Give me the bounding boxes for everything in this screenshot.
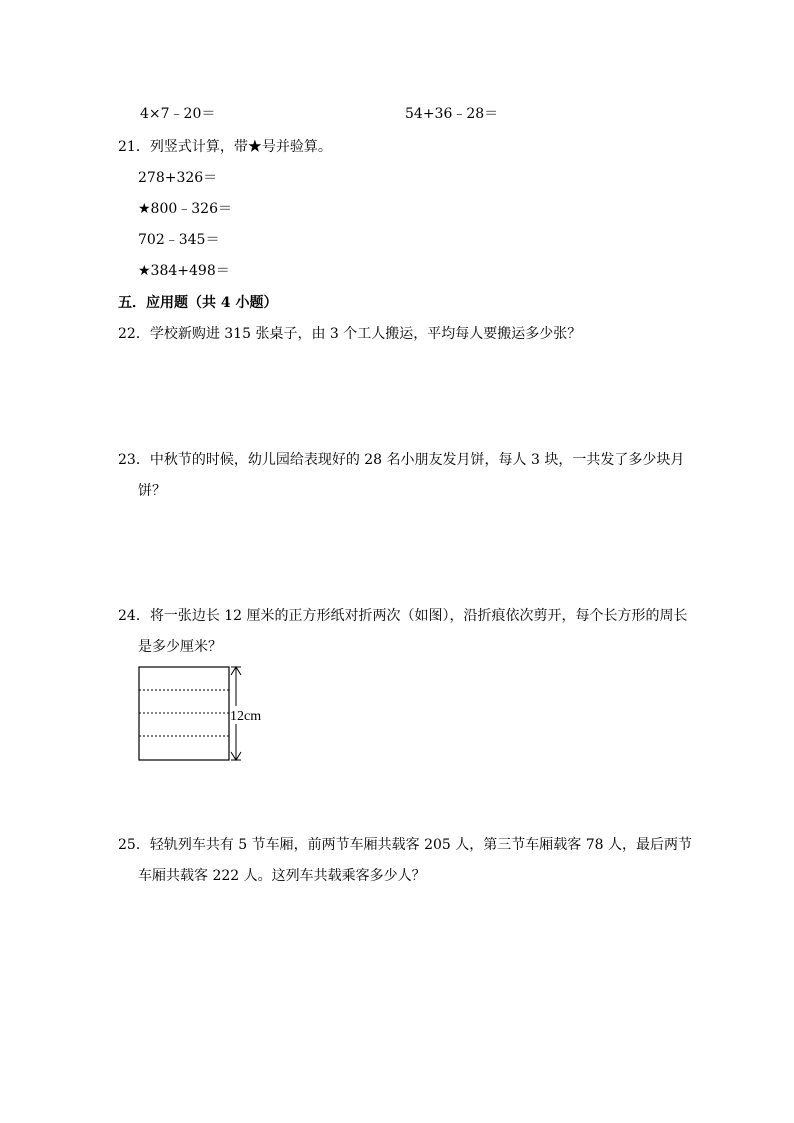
q25-text-line2: 车厢共载客 222 人。这列车共载乘客多少人？ [138, 868, 426, 884]
section-5-heading: 五．应用题（共 4 小题） [118, 295, 278, 311]
q21-number: 21． [118, 139, 150, 155]
q23-text-line2: 饼？ [138, 483, 166, 499]
figure-dimension-label: 12cm [230, 709, 262, 724]
q22-number: 22． [118, 326, 150, 342]
q21-question [118, 137, 332, 157]
q22-text: 学校新购进 315 张桌子，由 3 个工人搬运，平均每人要搬运多少张？ [149, 326, 582, 342]
q21-prompt: 列竖式计算，带★号并验算。 [149, 139, 332, 155]
q23-number: 23． [118, 452, 150, 468]
q25-text-line1: 轻轨列车共有 5 节车厢，前两节车厢共载客 205 人，第三节车厢载客 78 人，最后两节 [149, 837, 692, 853]
q21-item-2: ★800﹣326＝ [138, 201, 232, 217]
q24-question [118, 606, 688, 626]
q21-item-3: 702﹣345＝ [138, 232, 220, 248]
q23-question [118, 450, 684, 470]
q20-left-expression: 4×7﹣20＝ [140, 106, 216, 122]
q24-number: 24． [118, 608, 150, 624]
folded-square-figure [136, 664, 286, 764]
q24-text-line2: 是多少厘米？ [138, 639, 222, 655]
q24-text-line1: 将一张边长 12 厘米的正方形纸对折两次（如图），沿折痕依次剪开，每个长方形的周长 [149, 608, 688, 624]
q21-item-4: ★384+498＝ [138, 263, 230, 279]
q23-text-line1: 中秋节的时候，幼儿园给表现好的 28 名小朋友发月饼，每人 3 块，一共发了多少块月 [149, 452, 685, 468]
q25-question [118, 835, 692, 855]
q21-item-1: 278+326＝ [138, 170, 218, 186]
q22-question [118, 324, 581, 344]
q25-number: 25． [118, 837, 150, 853]
q20-right-expression: 54+36﹣28＝ [405, 106, 499, 122]
